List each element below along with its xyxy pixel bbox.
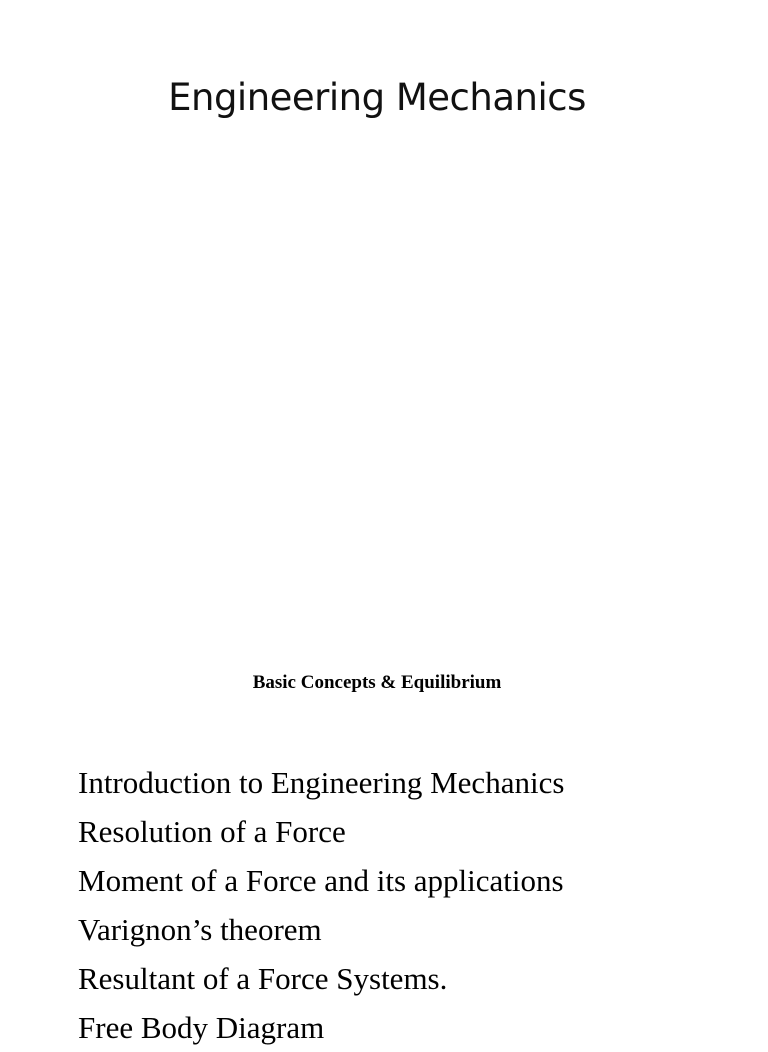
topic-item-varignon: Varignon’s theorem (78, 912, 322, 947)
topic-item-free-body-diagram: Free Body Diagram (78, 1010, 325, 1045)
topic-item-resultant: Resultant of a Force Systems. (78, 961, 448, 996)
topic-item-introduction: Introduction to Engineering Mechanics (78, 765, 565, 800)
section-subtitle: Basic Concepts & Equilibrium (252, 672, 502, 693)
topic-item-moment: Moment of a Force and its applications (78, 863, 564, 898)
topic-item-resolution: Resolution of a Force (78, 814, 346, 849)
page-title: Engineering Mechanics (168, 76, 586, 119)
topic-list (78, 758, 564, 1052)
